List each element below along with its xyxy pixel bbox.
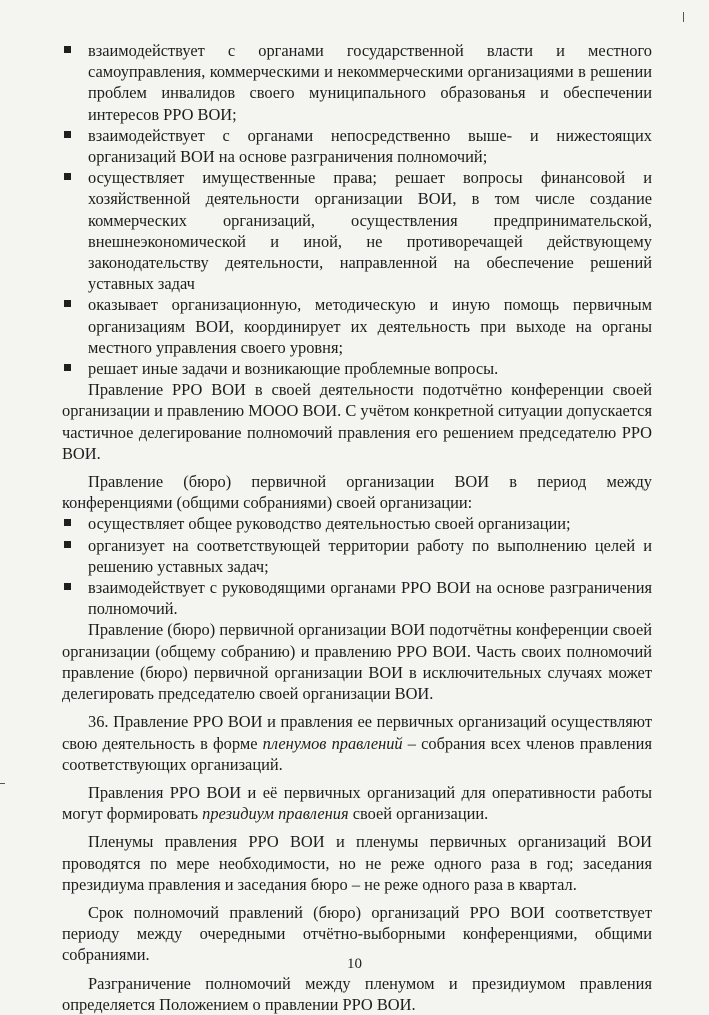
list-item: оказывает организационную, методическую и иную помощь первичным организациям ВОИ, координирует их деятельность при выходе на органы местного управления своего уровня;: [62, 294, 652, 358]
list-item: решает иные задачи и возникающие проблемные вопросы.: [62, 358, 652, 379]
list-item: взаимодействует с органами непосредственно выше- и нижестоящих организаций ВОИ на основе разграничения полномочий;: [62, 125, 652, 167]
document-page: [62, 40, 652, 1015]
list-item: взаимодействует с органами государственной власти и местного самоуправления, коммерческими и некоммерческими организациями в решении проблем инвалидов своего муниципального образованья и обеспечении интересов РРО ВОИ;: [62, 40, 652, 125]
bullet-list-board-functions: [62, 40, 652, 379]
scan-mark: [683, 12, 684, 22]
paragraph-accountability: Правление РРО ВОИ в своей деятельности подотчётно конференции своей организации и правлению МООО ВОИ. С учётом конкретной ситуации допускается частичное делегирование полномочий правления его решением председателю РРО ВОИ.: [62, 380, 652, 463]
emphasis-plenums: пленумов правлений: [262, 733, 403, 753]
bullet-square-icon: [64, 364, 71, 371]
bullet-square-icon: [64, 300, 71, 307]
paragraph-term-of-office: Срок полномочий правлений (бюро) организаций РРО ВОИ соответствует периоду между очередными отчётно-выборными конференциями, общими собраниями.: [62, 902, 652, 965]
bullet-square-icon: [64, 519, 71, 526]
bullet-square-icon: [64, 131, 71, 138]
paragraph-meeting-frequency: Пленумы правления РРО ВОИ и пленумы первичных организаций ВОИ проводятся по мере необходимости, но не реже одного раза в год; заседания президиума правления и заседания бюро – не реже одного раза в квартал.: [62, 832, 652, 894]
bullet-square-icon: [64, 541, 71, 548]
list-item: осуществляет общее руководство деятельностью своей организации;: [62, 513, 652, 534]
list-item: осуществляет имущественные права; решает вопросы финансовой и хозяйственной деятельности организации ВОИ, в том числе создание коммерческих организаций, осуществления предпринимательской, внешнеэкономической и иной, не противоречащей действующему законодательству деятельности, направленной на обеспечение решений уставных задач: [62, 167, 652, 294]
paragraph-section-36: 36. Правление РРО ВОИ и правления ее первичных организаций осуществляют свою деятельность в форме пленумов правлений – собрания всех членов правления соответствующих организаций.: [62, 712, 652, 774]
paragraph-powers-division: Разграничение полномочий между пленумом и президиумом правления определяется Положением о правлении РРО ВОИ.: [62, 973, 652, 1014]
bullet-list-primary-functions: [62, 513, 652, 619]
page-number: 10: [347, 956, 362, 972]
paragraph-presidium: Правления РРО ВОИ и её первичных организаций для оперативности работы могут формировать президиум правления своей организации.: [62, 782, 652, 824]
paragraph-primary-board: Правление (бюро) первичной организации ВОИ в период между конференциями (общими собраниями) своей организации:: [62, 472, 652, 513]
paragraph-primary-accountability: Правление (бюро) первичной организации ВОИ подотчётны конференции своей организации (общему собранию) и правлению РРО ВОИ. Часть своих полномочий правление (бюро) первичной организации ВОИ в исключительных случаях может делегировать председателю своей организации ВОИ.: [62, 620, 652, 704]
scan-mark: [0, 783, 5, 784]
bullet-square-icon: [64, 46, 71, 53]
bullet-square-icon: [64, 173, 71, 180]
emphasis-presidium: президиум правления: [202, 804, 349, 824]
list-item: взаимодействует с руководящими органами РРО ВОИ на основе разграничения полномочий.: [62, 577, 652, 619]
list-item: организует на соответствующей территории работу по выполнению целей и решению уставных задач;: [62, 535, 652, 577]
bullet-square-icon: [64, 583, 71, 590]
